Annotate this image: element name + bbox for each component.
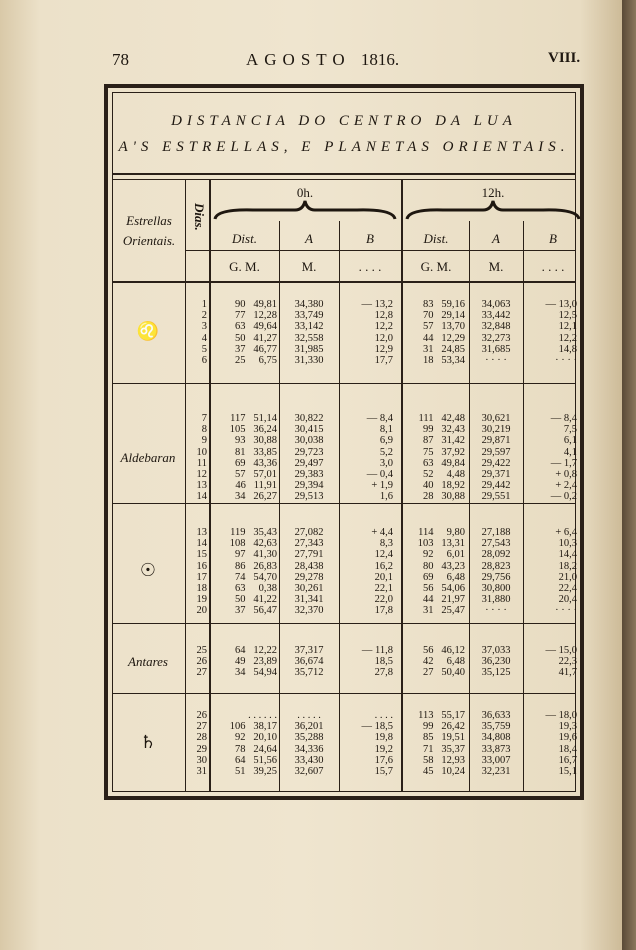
cell-d12: 87 31,42 — [423, 435, 465, 447]
cell-d0: 25 6,75 — [235, 355, 277, 366]
star-symbol: ♄ — [139, 731, 157, 752]
cell-a0: 30,415 — [294, 424, 324, 436]
cell-a12: 33,442 — [481, 310, 511, 322]
cell-b12: — 0,2 — [550, 491, 577, 503]
cell-b0: 17,6 — [374, 754, 393, 766]
cell-a0: 33,749 — [294, 310, 324, 322]
cell-a12: 35,759 — [481, 721, 511, 733]
cell-d0: 90 49,81 — [235, 299, 277, 310]
cell-days: 12 — [196, 469, 207, 480]
cell-b12: 21,0 — [558, 571, 577, 583]
cell-d0: 117 51,14 — [230, 413, 277, 424]
cell-d12: 113 55,17 — [418, 710, 465, 721]
cell-a12: 29,442 — [481, 480, 511, 492]
cell-d12: 70 29,14 — [423, 310, 465, 322]
cell-b12: — 8,4 — [550, 413, 577, 424]
cell-days: 26 — [196, 656, 207, 668]
cell-a12: 30,800 — [481, 583, 511, 594]
cell-d12: 45 10,24 — [423, 766, 465, 777]
cell-d12: 80 43,23 — [423, 560, 465, 572]
cell-days: 5 — [201, 343, 207, 355]
cell-b0: 20,1 — [374, 571, 393, 583]
cell-days: 27 — [196, 721, 207, 733]
rule-top-header — [113, 179, 575, 180]
cell-days: 27 — [196, 667, 207, 679]
cell-b12: 18,2 — [558, 560, 577, 572]
brace-0h — [213, 199, 397, 221]
cell-a12: 29,871 — [481, 435, 511, 447]
cell-a12: 29,597 — [481, 446, 511, 458]
cell-a0: 29,723 — [294, 446, 324, 458]
cell-a12: 29,371 — [481, 469, 511, 480]
star-symbol: ☉ — [139, 559, 157, 580]
cell-a12: 36,230 — [481, 656, 511, 668]
month: AGOSTO — [246, 50, 351, 69]
cell-days: 31 — [196, 766, 207, 777]
cell-d12: 31 25,47 — [423, 605, 465, 617]
cell-days: 3 — [201, 321, 207, 333]
cell-d12: 85 19,51 — [423, 732, 465, 744]
cell-a12: · · · · — [485, 355, 507, 366]
cell-d12: 18 53,34 — [423, 355, 465, 366]
cell-a12: · · · · — [485, 605, 507, 617]
cell-b0: 8,3 — [379, 538, 393, 550]
cell-a0: 34,336 — [294, 743, 324, 755]
cell-days: 13 — [196, 480, 207, 492]
stars-header: Estrellas Orientais. — [122, 213, 176, 248]
cell-b0: — 11,8 — [361, 645, 393, 656]
cell-days: 11 — [196, 457, 207, 469]
unit-gm-0h: G. M. — [229, 259, 260, 274]
cell-d0: 49 23,89 — [235, 656, 277, 668]
cell-d12: 103 13,31 — [417, 538, 465, 550]
cell-d0: 77 12,28 — [235, 310, 277, 322]
cell-days: 14 — [196, 491, 207, 503]
cell-b12: 10,3 — [558, 538, 577, 550]
cell-d0: 37 56,47 — [235, 605, 277, 617]
cell-d12: 31 24,85 — [423, 343, 465, 355]
cell-days: 30 — [196, 754, 207, 766]
cell-b12: 14,8 — [558, 343, 577, 355]
cell-b12: 22,4 — [558, 583, 577, 594]
cell-b12: 19,3 — [558, 721, 577, 733]
unit-dots-12h: . . . . — [541, 259, 565, 274]
cell-b12: + 6,4 — [555, 527, 577, 538]
cell-a12: 32,848 — [481, 321, 511, 333]
cell-d0: 64 51,56 — [235, 754, 277, 766]
rule-group-4 — [113, 693, 575, 694]
cell-a0: 37,317 — [294, 645, 324, 656]
page-edge — [622, 0, 636, 950]
cell-d0: 51 39,25 — [235, 766, 277, 777]
cell-b12: 7,5 — [563, 424, 577, 436]
cell-a0: 29,383 — [294, 469, 324, 480]
cell-a0: 35,288 — [294, 732, 324, 744]
colhead-b-0h: B — [366, 231, 374, 246]
cell-a12: 28,823 — [481, 560, 511, 572]
cell-b12: 22,3 — [558, 656, 577, 668]
colhead-b-12h: B — [549, 231, 557, 246]
cell-d0: 81 33,85 — [235, 446, 277, 458]
cell-d0: 106 38,17 — [229, 721, 277, 733]
cell-b0: 5,2 — [379, 446, 393, 458]
cell-b12: 20,4 — [558, 594, 577, 606]
cell-days: 26 — [196, 710, 207, 721]
cell-b0: + 4,4 — [371, 527, 393, 538]
month-year — [246, 50, 399, 70]
cell-d0: 78 24,64 — [235, 743, 277, 755]
cell-d12: 57 13,70 — [423, 321, 465, 333]
cell-a12: 29,422 — [481, 457, 511, 469]
year: 1816. — [360, 50, 400, 69]
cell-days: 25 — [196, 645, 207, 656]
cell-days: 20 — [196, 605, 207, 617]
cell-a0: 29,497 — [294, 457, 324, 469]
cell-a0: 27,343 — [294, 538, 324, 550]
cell-b0: 12,2 — [374, 321, 393, 333]
table-frame — [104, 84, 584, 800]
star-name: Aldebaran — [120, 449, 176, 465]
cell-d12: 56 54,06 — [423, 583, 465, 594]
cell-d12: 58 12,93 — [423, 754, 465, 766]
table-inner — [112, 92, 576, 792]
cell-d0: 97 41,30 — [235, 549, 277, 561]
cell-b12: 16,7 — [558, 754, 577, 766]
cell-b0: 3,0 — [379, 457, 393, 469]
cell-a12: 34,808 — [481, 732, 511, 744]
cell-days: 16 — [196, 560, 207, 572]
cell-a12: 36,633 — [481, 710, 511, 721]
cell-b12: — 15,0 — [545, 645, 577, 656]
cell-a12: 34,063 — [481, 299, 511, 310]
rule-below-colheads — [185, 250, 575, 251]
cell-a0: 30,261 — [294, 583, 324, 594]
star-symbol: ♌ — [136, 320, 160, 341]
vrule-a12 — [523, 221, 524, 791]
cell-b0: 19,2 — [374, 743, 393, 755]
cell-b12: + 0,8 — [555, 469, 577, 480]
cell-a0: 34,380 — [294, 299, 324, 310]
cell-a0: 27,082 — [294, 527, 324, 538]
cell-d12: 71 35,37 — [423, 743, 465, 755]
cell-d0: 105 36,24 — [229, 424, 277, 436]
cell-days: 1 — [201, 299, 207, 310]
cell-d0: 86 26,83 — [235, 560, 277, 572]
cell-a0: 30,822 — [294, 413, 324, 424]
cell-days: 28 — [196, 732, 207, 744]
unit-dots-0h: . . . . — [358, 259, 382, 274]
cell-days: 29 — [196, 743, 207, 755]
cell-b12: 6,1 — [563, 435, 577, 447]
vrule-dist12 — [469, 221, 470, 791]
cell-days: 19 — [196, 594, 207, 606]
cell-b0: 18,5 — [374, 656, 393, 668]
brace-12h — [405, 199, 581, 221]
cell-b0: 6,9 — [379, 435, 393, 447]
vrule-stars — [185, 179, 186, 791]
cell-b0: + 1,9 — [371, 480, 393, 492]
cell-d12: 42 6,48 — [423, 656, 465, 668]
section-number: VIII. — [548, 50, 581, 66]
cell-d0: 34 54,94 — [235, 667, 277, 679]
cell-d12: 99 26,42 — [423, 721, 465, 733]
cell-a12: 30,621 — [481, 413, 511, 424]
colhead-a-0h: A — [305, 231, 313, 246]
cell-d12: 114 9,80 — [418, 527, 465, 538]
cell-a12: 35,125 — [481, 667, 511, 679]
cell-a0: 36,201 — [294, 721, 324, 733]
cell-d0: 34 26,27 — [235, 491, 277, 503]
vrule-a0 — [339, 221, 340, 791]
cell-a0: 27,791 — [294, 549, 324, 561]
cell-a0: . . . . . — [297, 710, 321, 721]
cell-d0: 50 41,22 — [235, 594, 277, 606]
cell-d0: 63 49,64 — [235, 321, 277, 333]
cell-d0: 46 11,91 — [235, 480, 277, 492]
cell-b0: — 18,5 — [361, 721, 393, 733]
cell-d12: 63 49,84 — [423, 457, 465, 469]
cell-a0: 36,674 — [294, 656, 324, 668]
cell-days: 17 — [196, 571, 207, 583]
cell-a0: 28,438 — [294, 560, 324, 572]
cell-d12: 27 50,40 — [423, 667, 465, 679]
cell-a0: 31,985 — [294, 343, 324, 355]
days-header: Dias. — [192, 203, 207, 231]
running-head — [0, 50, 622, 74]
rule-group-3 — [113, 623, 575, 624]
cell-b12: 18,4 — [558, 743, 577, 755]
cell-b0: 12,9 — [374, 343, 393, 355]
cell-d0: 50 41,27 — [235, 332, 277, 344]
cell-d12: 44 21,97 — [423, 594, 465, 606]
cell-a0: 32,370 — [294, 605, 324, 617]
cell-b12: 12,5 — [558, 310, 577, 322]
cell-a0: 32,558 — [294, 332, 324, 344]
cell-b0: 12,0 — [374, 332, 393, 344]
cell-d0: 119 35,43 — [230, 527, 277, 538]
unit-m-0h: M. — [301, 259, 317, 274]
cell-days: 7 — [201, 413, 207, 424]
cell-b0: 27,8 — [374, 667, 393, 679]
cell-a0: 33,142 — [294, 321, 324, 333]
cell-b0: 17,7 — [374, 355, 393, 366]
cell-a12: 31,685 — [481, 343, 511, 355]
cell-d0: 74 54,70 — [235, 571, 277, 583]
cell-a0: 31,341 — [294, 594, 324, 606]
cell-d12: 83 59,16 — [423, 299, 465, 310]
page-number: 78 — [112, 50, 129, 69]
cell-a0: 33,430 — [294, 754, 324, 766]
cell-d0: 63 0,38 — [235, 583, 277, 594]
rule-below-units — [113, 281, 575, 283]
cell-a12: 33,873 — [481, 743, 511, 755]
cell-days: 4 — [201, 332, 207, 344]
cell-b0: 15,7 — [374, 766, 393, 777]
cell-b0: 22,1 — [374, 583, 393, 594]
time-0h: 0h. — [296, 185, 314, 200]
vrule-dist0 — [279, 221, 280, 791]
cell-days: 15 — [196, 549, 207, 561]
cell-a12: 27,188 — [481, 527, 511, 538]
cell-b0: — 13,2 — [361, 299, 393, 310]
cell-a0: 32,607 — [294, 766, 324, 777]
cell-days: 14 — [196, 538, 207, 550]
cell-days: 18 — [196, 583, 207, 594]
star-name: Antares — [128, 653, 168, 669]
cell-b0: 12,4 — [374, 549, 393, 561]
title-line-2: A'S ESTRELLAS, E PLANETAS ORIENTAIS. — [118, 139, 570, 155]
colhead-a-12h: A — [492, 231, 500, 246]
cell-d0: . . . . . . — [248, 710, 277, 721]
cell-d0: 57 57,01 — [235, 469, 277, 480]
cell-b0: 17,8 — [374, 605, 393, 617]
cell-b12: — 1,7 — [550, 457, 577, 469]
cell-b0: — 0,4 — [366, 469, 393, 480]
cell-d0: 69 43,36 — [235, 457, 277, 469]
rule-below-title — [113, 173, 575, 175]
cell-days: 13 — [196, 527, 207, 538]
cell-b12: 14,4 — [558, 549, 577, 561]
cell-b12: 12,2 — [558, 332, 577, 344]
colhead-dist-0h: Dist. — [232, 231, 257, 246]
cell-d12: 69 6,48 — [423, 571, 465, 583]
cell-d0: 93 30,88 — [235, 435, 277, 447]
cell-d12: 75 37,92 — [423, 446, 465, 458]
cell-d12: 99 32,43 — [423, 424, 465, 436]
cell-a0: 31,330 — [294, 355, 324, 366]
unit-gm-12h: G. M. — [420, 259, 452, 274]
cell-a12: 29,551 — [481, 491, 511, 503]
cell-a0: 29,394 — [294, 480, 324, 492]
cell-d12: 44 12,29 — [423, 332, 465, 344]
cell-a12: 29,756 — [481, 571, 511, 583]
cell-b0: 16,2 — [374, 560, 393, 572]
cell-days: 6 — [201, 355, 207, 366]
cell-a12: 32,231 — [481, 766, 511, 777]
cell-a12: 28,092 — [481, 549, 511, 561]
cell-b12: 12,1 — [558, 321, 577, 333]
rule-group-2 — [113, 503, 575, 504]
cell-d12: 52 4,48 — [423, 469, 465, 480]
cell-b12: + 2,4 — [555, 480, 577, 492]
cell-a12: 30,219 — [481, 424, 511, 436]
cell-b0: 19,8 — [374, 732, 393, 744]
cell-days: 10 — [196, 446, 207, 458]
cell-b12: · · · · — [555, 355, 577, 366]
cell-d0: 37 46,77 — [235, 343, 277, 355]
cell-b12: — 13,0 — [545, 299, 577, 310]
cell-b0: 22,0 — [374, 594, 393, 606]
cell-days: 2 — [201, 310, 207, 322]
cell-a12: 31,880 — [481, 594, 511, 606]
cell-d0: 108 42,63 — [229, 538, 277, 550]
cell-b0: 12,8 — [374, 310, 393, 322]
cell-b12: 19,6 — [558, 732, 577, 744]
cell-b12: 15,1 — [558, 766, 577, 777]
cell-a0: 30,038 — [294, 435, 324, 447]
cell-b0: — 8,4 — [366, 413, 393, 424]
cell-d12: 40 18,92 — [423, 480, 465, 492]
cell-a12: 33,007 — [481, 754, 511, 766]
cell-b0: . . . . — [374, 710, 393, 721]
cell-a0: 29,513 — [294, 491, 324, 503]
rule-group-1 — [113, 383, 575, 384]
cell-d0: 92 20,10 — [235, 732, 277, 744]
cell-b12: · · · · — [555, 605, 577, 617]
cell-a0: 29,278 — [294, 571, 324, 583]
title-line-1: DISTANCIA DO CENTRO DA LUA — [171, 113, 517, 129]
cell-a12: 27,543 — [481, 538, 511, 550]
time-12h: 12h. — [481, 185, 505, 200]
cell-d12: 92 6,01 — [423, 549, 465, 561]
cell-b12: 41,7 — [558, 667, 577, 679]
cell-a0: 35,712 — [294, 667, 324, 679]
cell-d12: 28 30,88 — [423, 491, 465, 503]
cell-d12: 111 42,48 — [418, 413, 465, 424]
cell-b0: 8,1 — [379, 424, 393, 436]
cell-d12: 56 46,12 — [423, 645, 465, 656]
cell-b12: 4,1 — [563, 446, 577, 458]
cell-a12: 37,033 — [481, 645, 511, 656]
unit-m-12h: M. — [488, 259, 504, 274]
cell-b0: 1,6 — [379, 491, 393, 503]
colhead-dist-12h: Dist. — [423, 231, 449, 246]
cell-d0: 64 12,22 — [235, 645, 277, 656]
cell-days: 9 — [201, 435, 207, 447]
cell-a12: 32,273 — [481, 332, 511, 344]
cell-days: 8 — [201, 424, 207, 436]
cell-b12: — 18,0 — [545, 710, 577, 721]
